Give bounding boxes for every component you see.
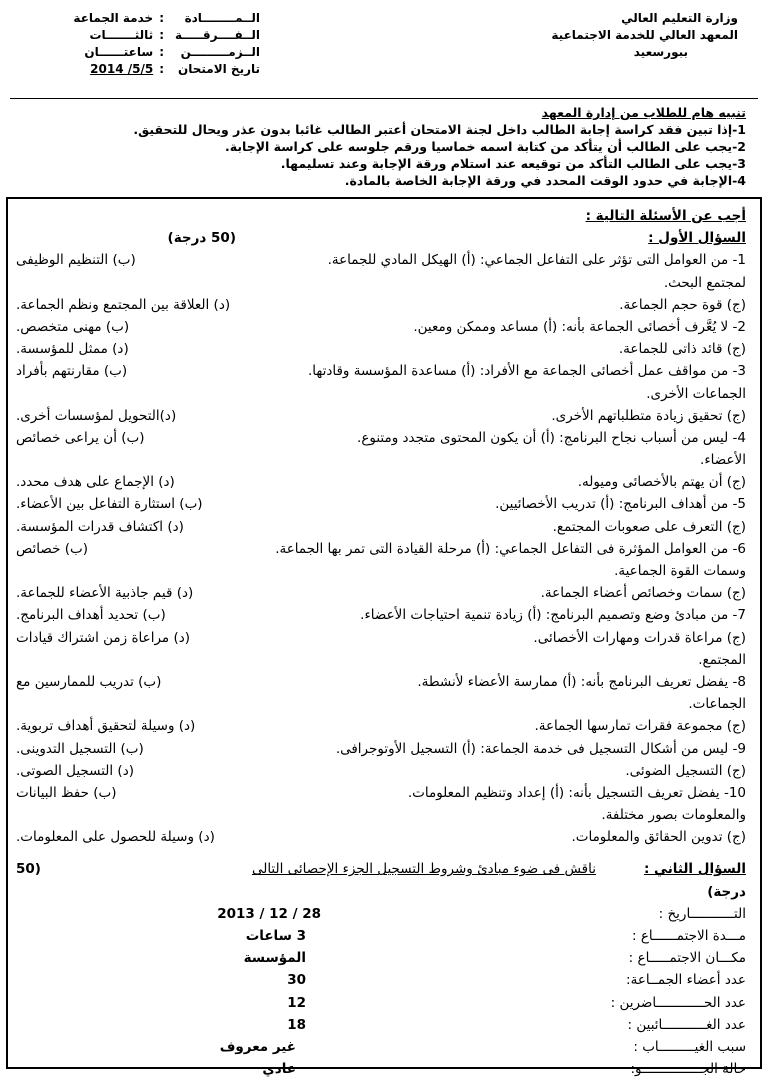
option-text: (د) التسجيل الصوتى. (16, 762, 134, 779)
question-line (16, 471, 746, 493)
q2-marks-line: درجة) (707, 883, 746, 900)
stat-label: سبب الغيـــــــــاب : (633, 1038, 746, 1055)
option-text: (د) العلاقة بين المجتمع ونظم الجماعة. (16, 296, 231, 313)
question-line (16, 338, 746, 360)
option-text: (د) اكتشاف قدرات المؤسسة. (16, 518, 184, 535)
notice-item: 4-الإجابة في حدود الوقت المحدد في ورقة الإجابة الخاصة بالمادة. (344, 173, 746, 188)
question-text: 9- ليس من أشكال التسجيل فى خدمة الجماعة: (أ) التسجيل الأوتوجرافى. (335, 740, 746, 757)
question-line (16, 294, 746, 316)
question-text: (ج) سمات وخصائص أعضاء الجماعة. (540, 585, 746, 602)
stat-label: مـــدة الاجتمــــــاع : (632, 928, 746, 944)
stat-row (16, 969, 746, 991)
question-text: (ج) تحقيق زيادة متطلباتهم الأخرى. (551, 407, 746, 424)
question-line (16, 627, 746, 649)
exam-info-row: الــفــــرقـــــة : ثالثـــــــات (89, 28, 260, 42)
question-text: المجتمع. (698, 651, 746, 668)
question-line (16, 383, 746, 405)
q1-header (16, 227, 746, 249)
q2-title: السؤال الثاني : (643, 861, 746, 878)
question-line (16, 671, 746, 693)
option-text: (ب) أن يراعى خصائص (16, 429, 145, 446)
q1-marks: (50 درجة) (167, 230, 236, 247)
exam-info-row: تاريخ الامتحان : 2014 /5/5 (90, 62, 260, 76)
notice-item: 1-إذا تبين فقد كراسة إجابة الطالب داخل لجنة الامتحان أعتبر الطالب غائبا بدون عذر ويحال للتحقيق. (133, 122, 746, 137)
stat-value: المؤسسة (243, 950, 306, 967)
question-line (16, 782, 746, 804)
stat-row (16, 1036, 746, 1058)
stat-label: عدد الحــــــــــــاضرين : (610, 994, 746, 1011)
institution-header (551, 10, 738, 61)
stat-value: 2013 / 12 / 28 (217, 905, 321, 922)
stat-label: مكـــان الاجتمـــــاع : (628, 950, 746, 967)
exam-info (60, 10, 260, 78)
question-line (16, 316, 746, 338)
question-text: الأعضاء. (700, 452, 746, 469)
stat-label: عدد أعضاء الجمــاعة: (626, 972, 746, 989)
header-divider (10, 98, 758, 99)
option-text: (ب) استثارة التفاعل بين الأعضاء. (16, 496, 203, 513)
stat-value: 30 (287, 972, 306, 989)
question-text: 4- ليس من أسباب نجاح البرنامج: (أ) أن يكون المحتوى متجدد ومتنوع. (357, 429, 746, 446)
stat-label: حالة الجـــــــــــــــو: (630, 1061, 746, 1078)
question-line (16, 649, 746, 671)
city-name: ببورسعيد (633, 45, 688, 59)
ministry-name: وزارة التعليم العالي (621, 11, 738, 25)
question-line (16, 405, 746, 427)
question-line (16, 249, 746, 271)
question-text: لمجتمع البحث. (663, 274, 746, 291)
q2-marks: (50 (16, 861, 41, 878)
question-text: 10- يفضل تعريف التسجيل بأنه: (أ) إعداد وتنظيم المعلومات. (407, 784, 746, 801)
stat-row (16, 947, 746, 969)
question-text: (ج) التعرف على صعوبات المجتمع. (552, 518, 746, 535)
question-line (16, 604, 746, 626)
notice-item: 2-يجب على الطالب أن يتأكد من كتابة اسمه خماسيا ورقم جلوسه على كراسة الإجابة. (224, 139, 746, 154)
question-line (16, 493, 746, 515)
question-line (16, 715, 746, 737)
question-text: 6- من العوامل المؤثرة فى التفاعل الجماعي: (أ) مرحلة القيادة التى تمر بها الجماعة. (275, 540, 746, 557)
question-text: 7- من مبادئ وضع وتصميم البرنامج: (أ) زيادة تنمية احتياجات الأعضاء. (360, 607, 746, 624)
option-text: (د) وسيلة لتحقيق أهداف تربوية. (16, 718, 196, 735)
stat-row (16, 992, 746, 1014)
stat-value: 3 ساعات (245, 928, 306, 944)
stat-value: غير معروف (219, 1038, 296, 1055)
question-text: 3- من مواقف عمل أخصائى الجماعة مع الأفراد: (أ) مساعدة المؤسسة وقادتها. (307, 363, 746, 380)
question-text: (ج) قوة حجم الجماعة. (619, 296, 746, 313)
question-line (16, 760, 746, 782)
question-line (16, 427, 746, 449)
stat-label: عدد الغـــــــــــائبين : (627, 1016, 746, 1033)
question-text: 5- من أهداف البرنامج: (أ) تدريب الأخصائيين. (495, 496, 746, 513)
q1-title: السؤال الأول : (648, 230, 746, 247)
option-text: (ب) خصائص (16, 540, 88, 557)
q2-text: ناقش فى ضوء مبادئ وشروط التسجيل الجزء الإحصائى التالى (251, 861, 596, 878)
stat-value: 18 (287, 1016, 306, 1033)
q1-lines (16, 249, 746, 848)
question-text: 1- من العوامل التى تؤثر على التفاعل الجماعي: (أ) الهيكل المادي للجماعة. (327, 252, 746, 269)
question-line (16, 449, 746, 471)
notice-item: 3-يجب على الطالب التأكد من توقيعه عند استلام ورقة الإجابة وعند تسليمها. (280, 156, 746, 171)
question-text: 8- يفضل تعريف البرنامج بأنه: (أ) ممارسة الأعضاء لأنشطة. (417, 673, 746, 690)
question-line (16, 538, 746, 560)
question-line (16, 516, 746, 538)
notice-title: تنبيه هام للطلاب من إدارة المعهد (541, 105, 746, 120)
option-text: (ب) التنظيم الوظيفى (16, 252, 136, 269)
question-line (16, 804, 746, 826)
option-text: (ب) التسجيل التدوينى. (16, 740, 144, 757)
question-text: 2- لا يُعَّرف أخصائى الجماعة بأنه: (أ) مساعد وممكن ومعين. (413, 318, 746, 335)
option-text: (د) ممثل للمؤسسة. (16, 341, 129, 358)
q2-statistics-table (16, 903, 746, 1081)
question-line (16, 560, 746, 582)
option-text: (د) وسيلة للحصول على المعلومات. (16, 829, 215, 846)
exam-info-row: الــزمـــــــــن : ساعتــــــان (84, 45, 260, 59)
exam-questions-box (6, 197, 762, 1078)
question-line (16, 738, 746, 760)
question-text: (ج) مجموعة فقرات تمارسها الجماعة. (534, 718, 746, 735)
institute-name: المعهد العالي للخدمة الاجتماعية (551, 28, 738, 42)
stat-row (16, 1058, 746, 1080)
question-text: الجماعات الأخرى. (646, 385, 746, 402)
option-text: (ب) حفظ البيانات (16, 784, 117, 801)
question-line (16, 693, 746, 715)
question-text: والمعلومات بصور مختلفة. (601, 807, 746, 824)
notice-block (26, 104, 746, 189)
stat-row (16, 1014, 746, 1036)
exam-info-row: الــمــــــــادة : خدمة الجماعة (73, 11, 260, 25)
question-text: وسمات القوة الجماعية. (614, 563, 746, 579)
question-text: (ج) أن يهتم بالأخصائى وميوله. (577, 474, 746, 491)
stat-value: 12 (287, 994, 306, 1011)
question-text: (ج) التسجيل الضوئى. (625, 762, 746, 779)
option-text: (د)التحويل لمؤسسات أخرى. (16, 407, 177, 424)
option-text: (د) قيم جاذبية الأعضاء للجماعة. (16, 585, 194, 602)
option-text: (ب) تدريب للممارسين مع (16, 673, 162, 690)
stat-label: التـــــــــــاريخ : (658, 905, 746, 922)
question-line (16, 360, 746, 382)
question-text: الجماعات. (688, 696, 746, 713)
question-text: (ج) تدوين الحقائق والمعلومات. (571, 829, 746, 846)
exam-intro: أجب عن الأسئلة التالية : (585, 208, 746, 224)
question-line (16, 826, 746, 848)
stat-row (16, 903, 746, 925)
option-text: (ب) مهنى متخصص. (16, 318, 130, 335)
option-text: (ب) مقارنتهم بأفراد (16, 363, 128, 380)
option-text: (ب) تحديد أهداف البرنامج. (16, 607, 166, 624)
option-text: (د) الإجماع على هدف محدد. (16, 474, 175, 491)
q2-header (16, 858, 746, 880)
question-text: (ج) قائد ذاتى للجماعة. (618, 341, 746, 358)
question-line (16, 272, 746, 294)
question-line (16, 582, 746, 604)
question-text: (ج) مراعاة قدرات ومهارات الأخصائى. (533, 629, 746, 646)
stat-row (16, 925, 746, 947)
option-text: (د) مراعاة زمن اشتراك قيادات (16, 629, 190, 646)
stat-value: عادي (262, 1061, 296, 1078)
